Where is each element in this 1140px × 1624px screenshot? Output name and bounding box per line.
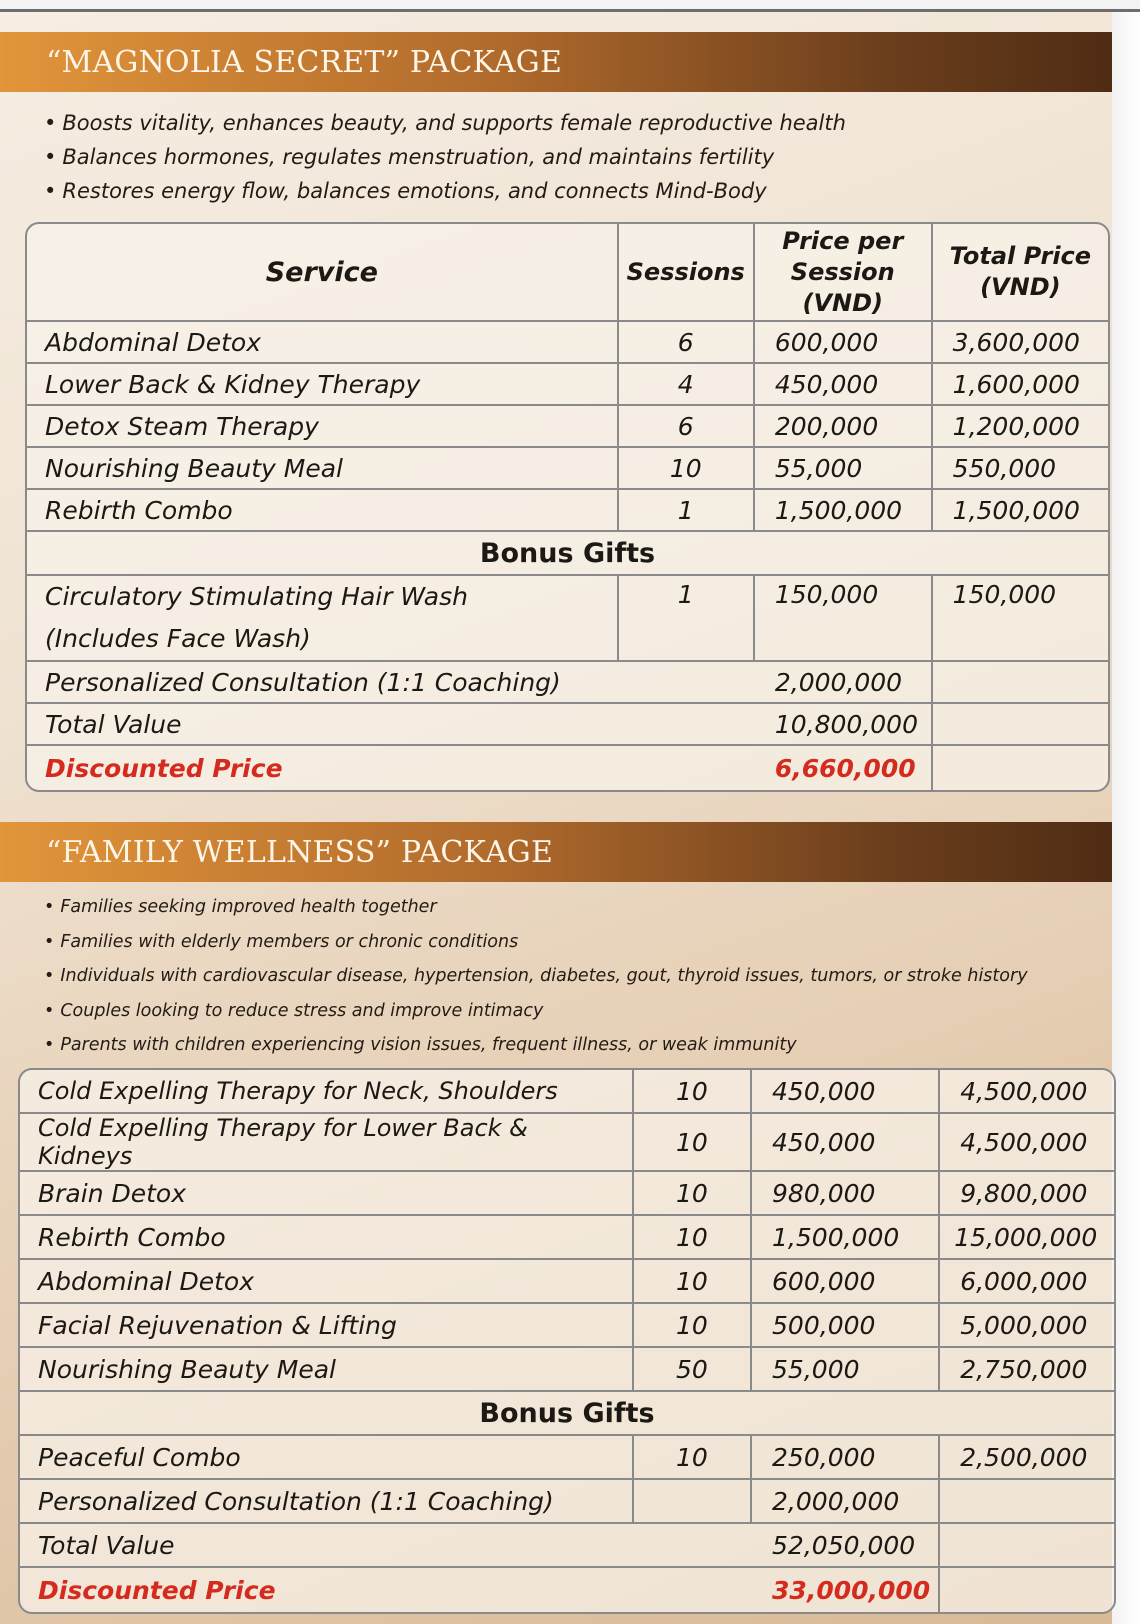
benefit-item: • Restores energy flow, balances emotions, and connects Mind-Body <box>44 174 1112 208</box>
service-name: Rebirth Combo <box>20 1216 634 1260</box>
table-row <box>27 448 1108 490</box>
empty-cell <box>933 662 1108 704</box>
price-cell: 500,000 <box>752 1304 940 1348</box>
empty-cell <box>933 704 1108 746</box>
sessions-cell: 10 <box>634 1216 752 1260</box>
bonus-row <box>27 576 1108 662</box>
price-cell: 1,500,000 <box>752 1216 940 1260</box>
total-cell: 4,500,000 <box>940 1114 1114 1172</box>
bonus-row <box>20 1436 1114 1480</box>
discounted-price-amount: 6,660,000 <box>755 746 933 790</box>
header-service: Service <box>27 224 619 322</box>
magnolia-secret-package <box>0 32 1112 208</box>
sessions-cell: 10 <box>634 1070 752 1114</box>
service-name: Cold Expelling Therapy for Neck, Shoulders <box>20 1070 634 1114</box>
sessions-cell: 10 <box>634 1172 752 1216</box>
sessions-cell: 10 <box>634 1260 752 1304</box>
price-cell: 600,000 <box>752 1260 940 1304</box>
package-title-banner <box>0 32 1112 92</box>
service-name: Brain Detox <box>20 1172 634 1216</box>
table-row <box>20 1216 1114 1260</box>
discounted-price-row <box>27 746 1108 790</box>
table-row <box>27 364 1108 406</box>
discounted-price-amount: 33,000,000 <box>752 1568 940 1612</box>
package-title: “FAMILY WELLNESS” PACKAGE <box>46 834 554 870</box>
sessions-cell: 6 <box>619 322 755 364</box>
sessions-cell: 50 <box>634 1348 752 1392</box>
sessions-cell: 1 <box>619 576 755 662</box>
empty-cell <box>940 1524 1114 1568</box>
table-row <box>20 1114 1114 1172</box>
table-row <box>20 1172 1114 1216</box>
service-name <box>27 576 619 662</box>
target-group-item: • Couples looking to reduce stress and improve intimacy <box>44 994 1112 1029</box>
total-cell: 3,600,000 <box>933 322 1108 364</box>
service-name: Nourishing Beauty Meal <box>27 448 619 490</box>
header-total-price: Total Price (VND) <box>933 224 1108 322</box>
price-cell: 1,500,000 <box>755 490 933 532</box>
service-name: Peaceful Combo <box>20 1436 634 1480</box>
table-row <box>20 1304 1114 1348</box>
total-value-label: Total Value <box>20 1524 752 1568</box>
table-row <box>20 1070 1114 1114</box>
price-cell: 450,000 <box>752 1070 940 1114</box>
package-target-groups <box>0 890 1112 1063</box>
service-name: Detox Steam Therapy <box>27 406 619 448</box>
sessions-cell: 6 <box>619 406 755 448</box>
price-cell: 150,000 <box>755 576 933 662</box>
benefit-item: • Boosts vitality, enhances beauty, and supports female reproductive health <box>44 106 1112 140</box>
discounted-price-label: Discounted Price <box>38 1575 276 1605</box>
total-value-amount: 10,800,000 <box>755 704 933 746</box>
empty-cell <box>940 1480 1114 1524</box>
discounted-price-row <box>20 1568 1114 1612</box>
table-row <box>20 1260 1114 1304</box>
magnolia-price-table <box>25 222 1110 792</box>
consultation-label: Personalized Consultation (1:1 Coaching) <box>20 1480 634 1524</box>
service-name: Abdominal Detox <box>20 1260 634 1304</box>
total-cell: 1,200,000 <box>933 406 1108 448</box>
table-row <box>27 490 1108 532</box>
price-cell: 600,000 <box>755 322 933 364</box>
table-row <box>27 406 1108 448</box>
bonus-service-name: Circulatory Stimulating Hair Wash <box>45 582 468 611</box>
sessions-cell: 10 <box>634 1304 752 1348</box>
price-cell: 450,000 <box>755 364 933 406</box>
sessions-cell: 4 <box>619 364 755 406</box>
discounted-price-label: Discounted Price <box>45 753 283 783</box>
total-cell: 9,800,000 <box>940 1172 1114 1216</box>
consultation-value: 2,000,000 <box>755 662 933 704</box>
price-cell: 250,000 <box>752 1436 940 1480</box>
bonus-header-row <box>27 532 1108 576</box>
top-border <box>0 0 1140 12</box>
family-wellness-package <box>0 822 1112 1063</box>
bonus-service-note: (Includes Face Wash) <box>45 624 311 653</box>
consultation-row <box>20 1480 1114 1524</box>
family-wellness-price-table <box>18 1068 1116 1614</box>
target-group-item: • Families seeking improved health together <box>44 890 1112 925</box>
price-cell: 450,000 <box>752 1114 940 1172</box>
total-cell: 5,000,000 <box>940 1304 1114 1348</box>
price-cell: 200,000 <box>755 406 933 448</box>
service-name: Nourishing Beauty Meal <box>20 1348 634 1392</box>
total-cell: 1,500,000 <box>933 490 1108 532</box>
consultation-label: Personalized Consultation (1:1 Coaching) <box>27 662 755 704</box>
table-header-row <box>27 224 1108 322</box>
service-name: Rebirth Combo <box>27 490 619 532</box>
bonus-header-row <box>20 1392 1114 1436</box>
service-name: Cold Expelling Therapy for Lower Back & Kidneys <box>20 1114 634 1172</box>
table-row <box>27 322 1108 364</box>
target-group-item: • Families with elderly members or chronic conditions <box>44 925 1112 960</box>
service-name: Abdominal Detox <box>27 322 619 364</box>
total-value-row <box>27 704 1108 746</box>
total-cell: 2,500,000 <box>940 1436 1114 1480</box>
page-edge <box>1112 12 1140 1624</box>
sessions-cell: 10 <box>634 1114 752 1172</box>
service-name: Lower Back & Kidney Therapy <box>27 364 619 406</box>
table-row <box>20 1348 1114 1392</box>
empty-cell <box>634 1480 752 1524</box>
benefit-item: • Balances hormones, regulates menstruation, and maintains fertility <box>44 140 1112 174</box>
price-cell: 55,000 <box>755 448 933 490</box>
package-title: “MAGNOLIA SECRET” PACKAGE <box>46 44 563 80</box>
service-name: Facial Rejuvenation & Lifting <box>20 1304 634 1348</box>
package-title-banner <box>0 822 1112 882</box>
header-price-per-session: Price per Session (VND) <box>755 224 933 322</box>
bonus-gifts-label: Bonus Gifts <box>20 1392 1114 1436</box>
empty-cell <box>933 746 1108 790</box>
total-cell: 4,500,000 <box>940 1070 1114 1114</box>
total-cell: 150,000 <box>933 576 1108 662</box>
sessions-cell: 1 <box>619 490 755 532</box>
total-cell: 15,000,000 <box>940 1216 1114 1260</box>
package-benefits <box>0 106 1112 208</box>
consultation-value: 2,000,000 <box>752 1480 940 1524</box>
price-cell: 55,000 <box>752 1348 940 1392</box>
target-group-item: • Parents with children experiencing vision issues, frequent illness, or weak immunity <box>44 1028 1112 1063</box>
total-value-row <box>20 1524 1114 1568</box>
consultation-row <box>27 662 1108 704</box>
total-value-label: Total Value <box>27 704 755 746</box>
sessions-cell: 10 <box>619 448 755 490</box>
total-cell: 550,000 <box>933 448 1108 490</box>
empty-cell <box>940 1568 1114 1612</box>
total-cell: 2,750,000 <box>940 1348 1114 1392</box>
header-sessions: Sessions <box>619 224 755 322</box>
target-group-item: • Individuals with cardiovascular disease, hypertension, diabetes, gout, thyroid issues, tumors, or stroke history <box>44 959 1112 994</box>
total-cell: 1,600,000 <box>933 364 1108 406</box>
sessions-cell: 10 <box>634 1436 752 1480</box>
price-cell: 980,000 <box>752 1172 940 1216</box>
bonus-gifts-label: Bonus Gifts <box>27 532 1108 576</box>
total-cell: 6,000,000 <box>940 1260 1114 1304</box>
total-value-amount: 52,050,000 <box>752 1524 940 1568</box>
